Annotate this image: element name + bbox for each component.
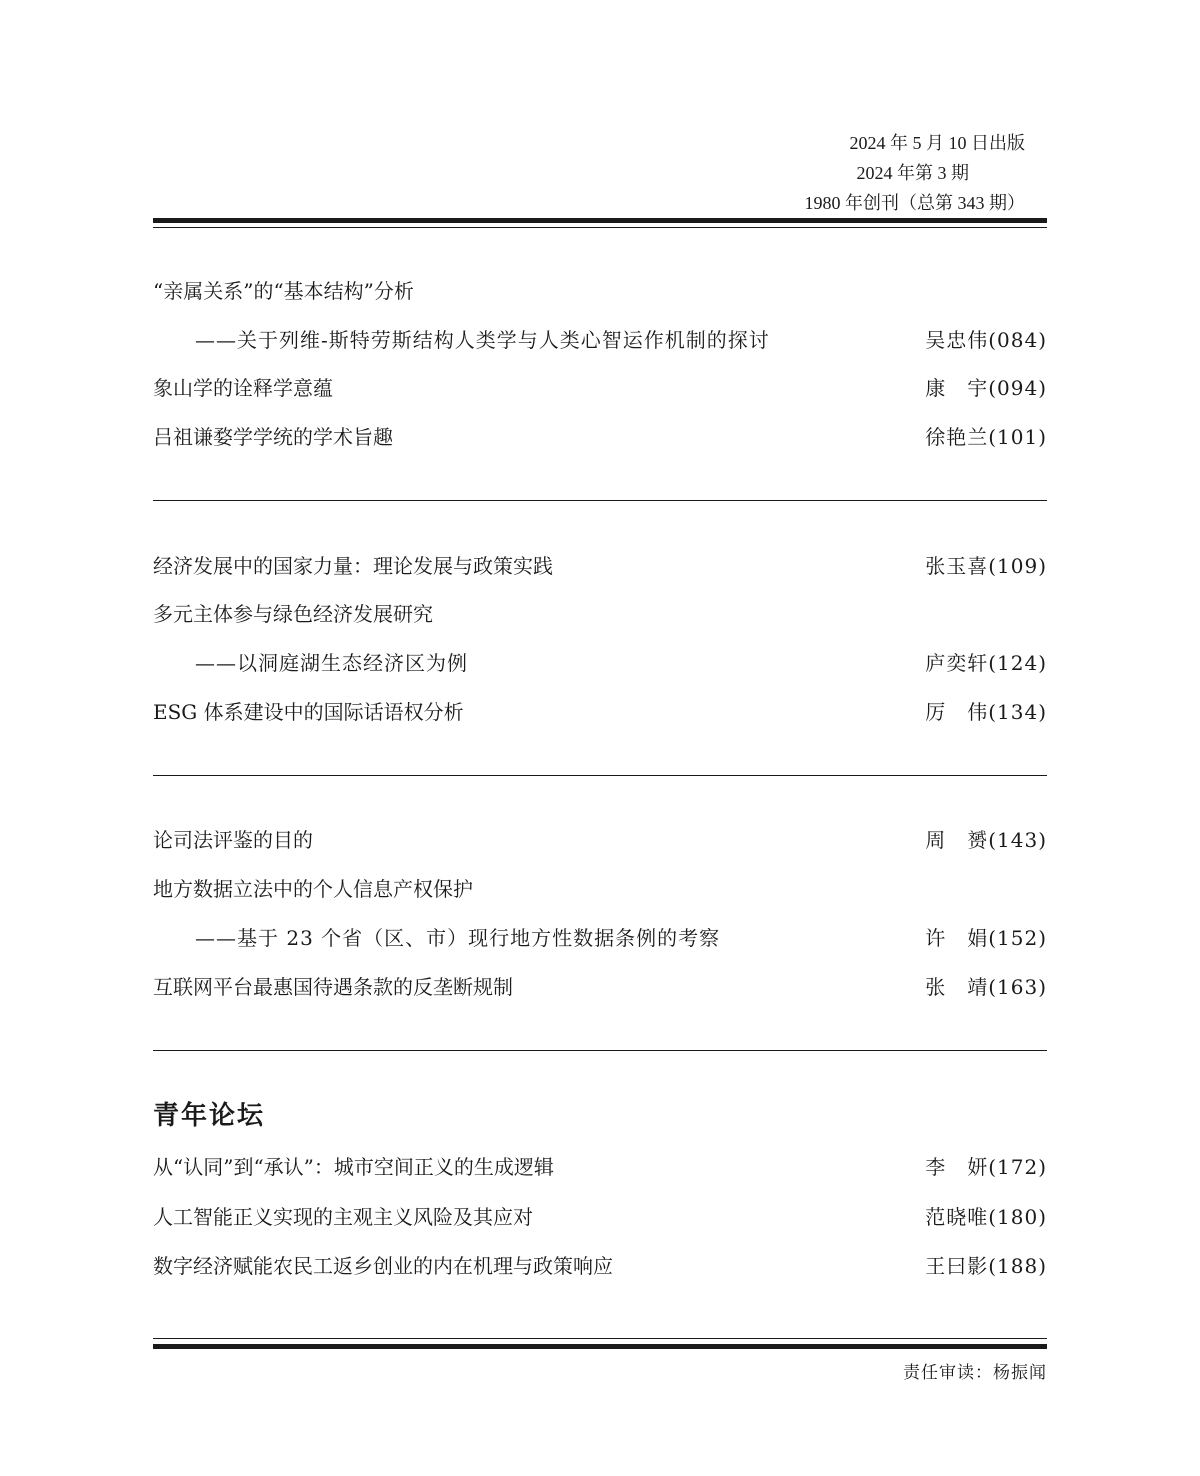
toc-entry[interactable] bbox=[153, 276, 1047, 306]
toc-entry-title: 论司法评鉴的目的 bbox=[153, 828, 313, 852]
publication-info bbox=[805, 128, 1026, 218]
toc-entry-title: 人工智能正义实现的主观主义风险及其应对 bbox=[153, 1205, 533, 1229]
toc-entry[interactable] bbox=[153, 373, 1047, 403]
toc-entry-title: ——基于 23 个省（区、市）现行地方性数据条例的考察 bbox=[195, 926, 721, 950]
toc-entry[interactable] bbox=[153, 1152, 1047, 1182]
toc-entry-title: 多元主体参与绿色经济发展研究 bbox=[153, 602, 433, 626]
toc-entry-title: 数字经济赋能农民工返乡创业的内在机理与政策响应 bbox=[153, 1254, 613, 1278]
toc-entry-author: 张 靖(163) bbox=[925, 975, 1047, 999]
toc-entry-author: 康 宇(094) bbox=[925, 376, 1047, 400]
toc-entry[interactable] bbox=[153, 697, 1047, 727]
toc-entry-title: 互联网平台最惠国待遇条款的反垄断规制 bbox=[153, 975, 513, 999]
toc-entry[interactable] bbox=[153, 972, 1047, 1002]
footer-rule-thin bbox=[153, 1338, 1047, 1339]
toc-entry[interactable] bbox=[153, 1251, 1047, 1281]
toc-entry-title: 吕祖谦婺学学统的学术旨趣 bbox=[153, 425, 393, 449]
publish-date: 2024 年 5 月 10 日出版 bbox=[849, 133, 1025, 153]
toc-entry[interactable] bbox=[153, 422, 1047, 452]
group-divider bbox=[153, 775, 1047, 776]
toc-entry-subtitle[interactable] bbox=[153, 923, 1047, 953]
toc-entry-author: 庐奕轩(124) bbox=[925, 651, 1047, 675]
toc-entry-author: 许 娟(152) bbox=[925, 926, 1047, 950]
toc-entry-author: 徐艳兰(101) bbox=[925, 425, 1047, 449]
toc-entry-subtitle[interactable] bbox=[153, 648, 1047, 678]
header-rule-thin bbox=[153, 227, 1047, 228]
toc-entry[interactable] bbox=[153, 551, 1047, 581]
toc-entry-title: ESG 体系建设中的国际话语权分析 bbox=[153, 700, 464, 724]
toc-entry[interactable] bbox=[153, 825, 1047, 855]
footer-rule-thick bbox=[153, 1344, 1047, 1349]
toc-entry-title: 地方数据立法中的个人信息产权保护 bbox=[153, 877, 473, 901]
toc-entry-title: 经济发展中的国家力量：理论发展与政策实践 bbox=[153, 554, 553, 578]
toc-entry-author: 吴忠伟(084) bbox=[925, 328, 1047, 352]
toc-entry-author: 李 妍(172) bbox=[925, 1155, 1047, 1179]
toc-entry-title: ——关于列维-斯特劳斯结构人类学与人类心智运作机制的探讨 bbox=[195, 328, 770, 352]
toc-entry[interactable] bbox=[153, 1202, 1047, 1232]
header-rule-thick bbox=[153, 218, 1047, 223]
toc-entry-title: “亲属关系”的“基本结构”分析 bbox=[153, 279, 414, 303]
responsible-editor: 责任审读：杨振闻 bbox=[903, 1363, 1047, 1383]
toc-entry-title: ——以洞庭湖生态经济区为例 bbox=[195, 651, 468, 675]
group-divider bbox=[153, 1050, 1047, 1051]
toc-entry-subtitle[interactable] bbox=[153, 325, 1047, 355]
toc-entry-author: 张玉喜(109) bbox=[925, 554, 1047, 578]
toc-entry[interactable] bbox=[153, 599, 1047, 629]
founded-note: 1980 年创刊（总第 343 期） bbox=[804, 193, 1025, 213]
group-divider bbox=[153, 500, 1047, 501]
toc-entry-title: 象山学的诠释学意蕴 bbox=[153, 376, 333, 400]
toc-entry[interactable] bbox=[153, 874, 1047, 904]
section-title-youth-forum: 青年论坛 bbox=[153, 1101, 266, 1131]
toc-entry-title: 从“认同”到“承认”：城市空间正义的生成逻辑 bbox=[153, 1155, 554, 1179]
issue-number: 2024 年第 3 期 bbox=[856, 163, 969, 183]
toc-entry-author: 王曰影(188) bbox=[925, 1254, 1047, 1278]
toc-entry-author: 厉 伟(134) bbox=[925, 700, 1047, 724]
toc-entry-author: 周 赟(143) bbox=[925, 828, 1047, 852]
toc-entry-author: 范晓唯(180) bbox=[925, 1205, 1047, 1229]
